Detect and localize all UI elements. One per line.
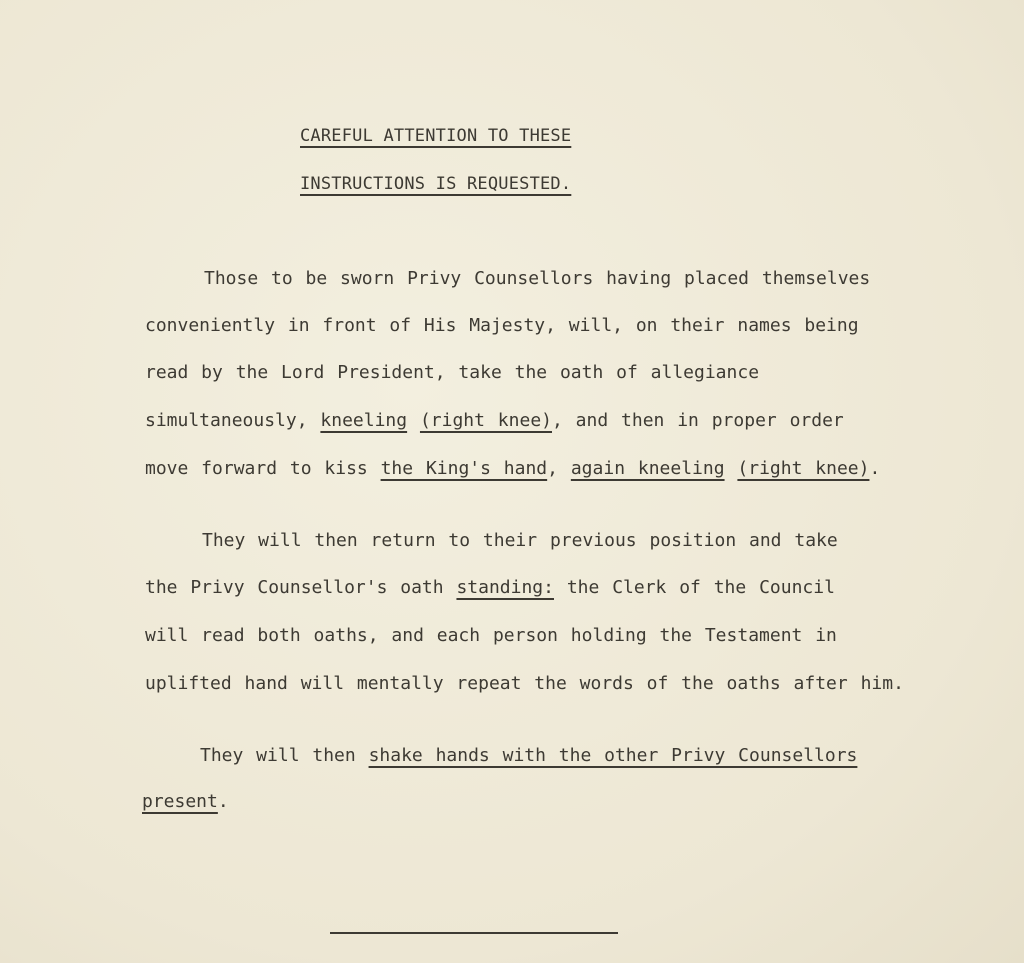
paragraph-3-line-1 [200, 745, 857, 766]
text-segment: , [547, 458, 558, 479]
paragraph-1-line-5 [145, 458, 880, 479]
paragraph-3-line-2 [142, 791, 229, 812]
text-segment: move forward to kiss [145, 458, 368, 479]
text-segment: the Clerk of the Council [566, 577, 835, 598]
underlined-kings-hand: the King's hand [380, 458, 548, 479]
underlined-shake-hands: shake hands with the other Privy Counsellors [368, 745, 858, 766]
text-segment: . [869, 458, 881, 479]
underlined-kneeling: kneeling [320, 410, 408, 431]
underlined-right-knee: (right knee) [419, 410, 552, 431]
underlined-right-knee-2: (right knee) [737, 458, 870, 479]
text-segment: They will then [200, 745, 356, 766]
text-segment: . [217, 791, 229, 812]
paragraph-2-line-3: will read both oaths, and each person holding the Testament in [145, 625, 837, 646]
underlined-present: present [142, 791, 218, 812]
text-segment: the Privy Counsellor's oath [145, 577, 444, 598]
paragraph-1-line-1: Those to be sworn Privy Counsellors having placed themselves [204, 268, 871, 289]
heading-line-2: INSTRUCTIONS IS REQUESTED. [300, 174, 572, 194]
paragraph-2-line-1: They will then return to their previous position and take [202, 530, 838, 551]
paragraph-1-line-2: conveniently in front of His Majesty, will, on their names being [145, 315, 859, 336]
paragraph-2-line-2 [145, 577, 835, 598]
text-segment: simultaneously, [145, 410, 308, 431]
underlined-again-kneeling: again kneeling [570, 458, 725, 479]
bottom-rule [330, 932, 618, 934]
text-segment: , and then in proper order [552, 410, 844, 431]
underlined-standing: standing: [456, 577, 554, 598]
paragraph-2-line-4: uplifted hand will mentally repeat the words of the oaths after him. [145, 673, 904, 694]
paragraph-1-line-3: read by the Lord President, take the oath of allegiance [145, 362, 760, 383]
paragraph-1-line-4 [145, 410, 844, 431]
heading-line-1: CAREFUL ATTENTION TO THESE [300, 126, 572, 146]
